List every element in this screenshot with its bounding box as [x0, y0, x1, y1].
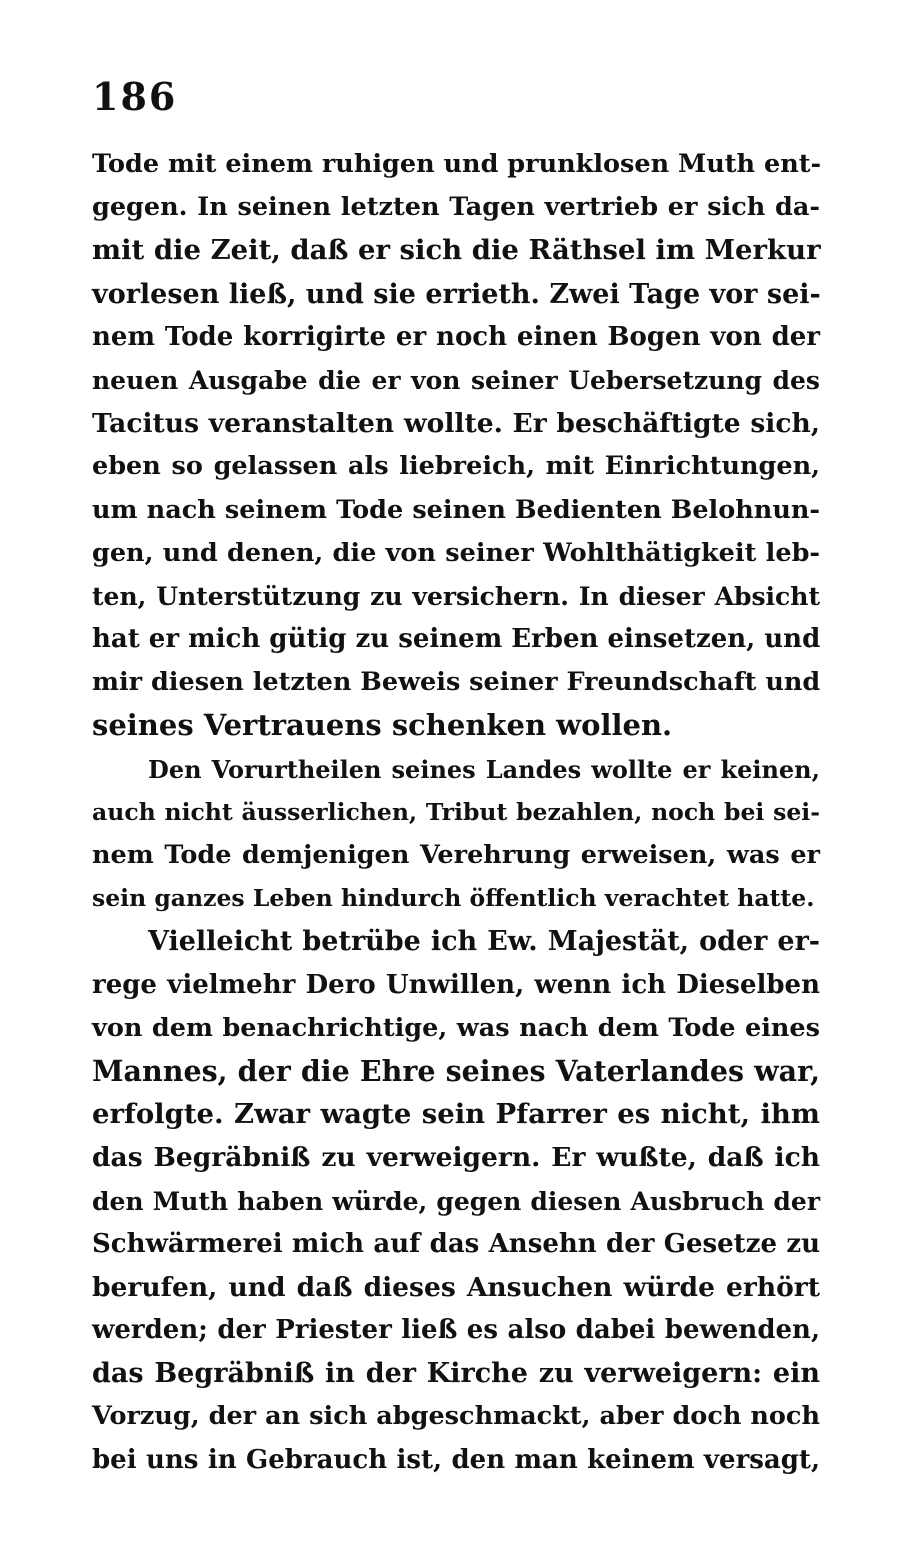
- text-line: hat er mich gütig zu seinem Erben einsetzen, und: [92, 624, 821, 655]
- text-line: nem Tode korrigirte er noch einen Bogen von der: [92, 321, 820, 352]
- text-line: vorlesen ließ, und sie errieth. Zwei Tage vor sei-: [92, 278, 821, 310]
- text-line: Den Vorurtheilen seines Landes wollte er keinen,: [148, 754, 820, 784]
- text-line: gegen. In seinen letzten Tagen vertrieb er sich da-: [92, 192, 820, 223]
- text-line: rege vielmehr Dero Unwillen, wenn ich Dieselben: [92, 969, 820, 1000]
- text-line: Mannes, der die Ehre seines Vaterlandes war,: [92, 1053, 820, 1088]
- text-line: erfolgte. Zwar wagte sein Pfarrer es nicht, ihm: [92, 1098, 820, 1131]
- text-line: berufen, und daß dieses Ansuchen würde erhört: [92, 1271, 820, 1303]
- text-line: von dem benachrichtige, was nach dem Tode eines: [92, 1012, 820, 1043]
- text-line: sein ganzes Leben hindurch öffentlich verachtet hatte.: [92, 884, 815, 913]
- text-line: den Muth haben würde, gegen diesen Ausbruch der: [92, 1186, 820, 1216]
- text-line: auch nicht äusserlichen, Tribut bezahlen, noch bei sei-: [92, 797, 820, 826]
- text-line: seines Vertrauens schenken wollen.: [92, 708, 673, 743]
- text-line: mit die Zeit, daß er sich die Räthsel im Merkur: [92, 234, 821, 267]
- text-line: neuen Ausgabe die er von seiner Uebersetzung des: [92, 365, 820, 395]
- text-line: Tacitus veranstalten wollte. Er beschäftigte sich,: [92, 408, 820, 440]
- paragraph: [92, 748, 820, 921]
- paragraph: [92, 920, 820, 1481]
- text-line: Tode mit einem ruhigen und prunklosen Muth ent-: [92, 149, 822, 179]
- text-line: nem Tode demjenigen Verehrung erweisen, was er: [92, 840, 820, 870]
- text-line: bei uns in Gebrauch ist, den man keinem versagt,: [92, 1444, 820, 1475]
- text-line: um nach seinem Tode seinen Bedienten Belohnun-: [92, 494, 820, 525]
- text-line: werden; der Priester ließ es also dabei bewenden,: [92, 1315, 820, 1346]
- text-line: Vorzug, der an sich abgeschmackt, aber doch noch: [92, 1401, 820, 1432]
- text-line: Vielleicht betrübe ich Ew. Majestät, oder er-: [148, 926, 820, 958]
- page-number: 186: [92, 74, 178, 119]
- body-text: [92, 143, 820, 1482]
- text-line: gen, und denen, die von seiner Wohlthätigkeit leb-: [92, 537, 820, 568]
- text-line: ten, Unterstützung zu versichern. In dieser Absicht: [92, 581, 820, 611]
- paragraph: [92, 143, 820, 748]
- text-line: mir diesen letzten Beweis seiner Freundschaft und: [92, 667, 821, 698]
- text-line: das Begräbniß zu verweigern. Er wußte, daß ich: [92, 1142, 820, 1174]
- text-line: eben so gelassen als liebreich, mit Einrichtungen,: [92, 451, 820, 482]
- text-line: das Begräbniß in der Kirche zu verweigern: ein: [92, 1358, 820, 1390]
- text-line: Schwärmerei mich auf das Ansehn der Gesetze zu: [92, 1228, 820, 1259]
